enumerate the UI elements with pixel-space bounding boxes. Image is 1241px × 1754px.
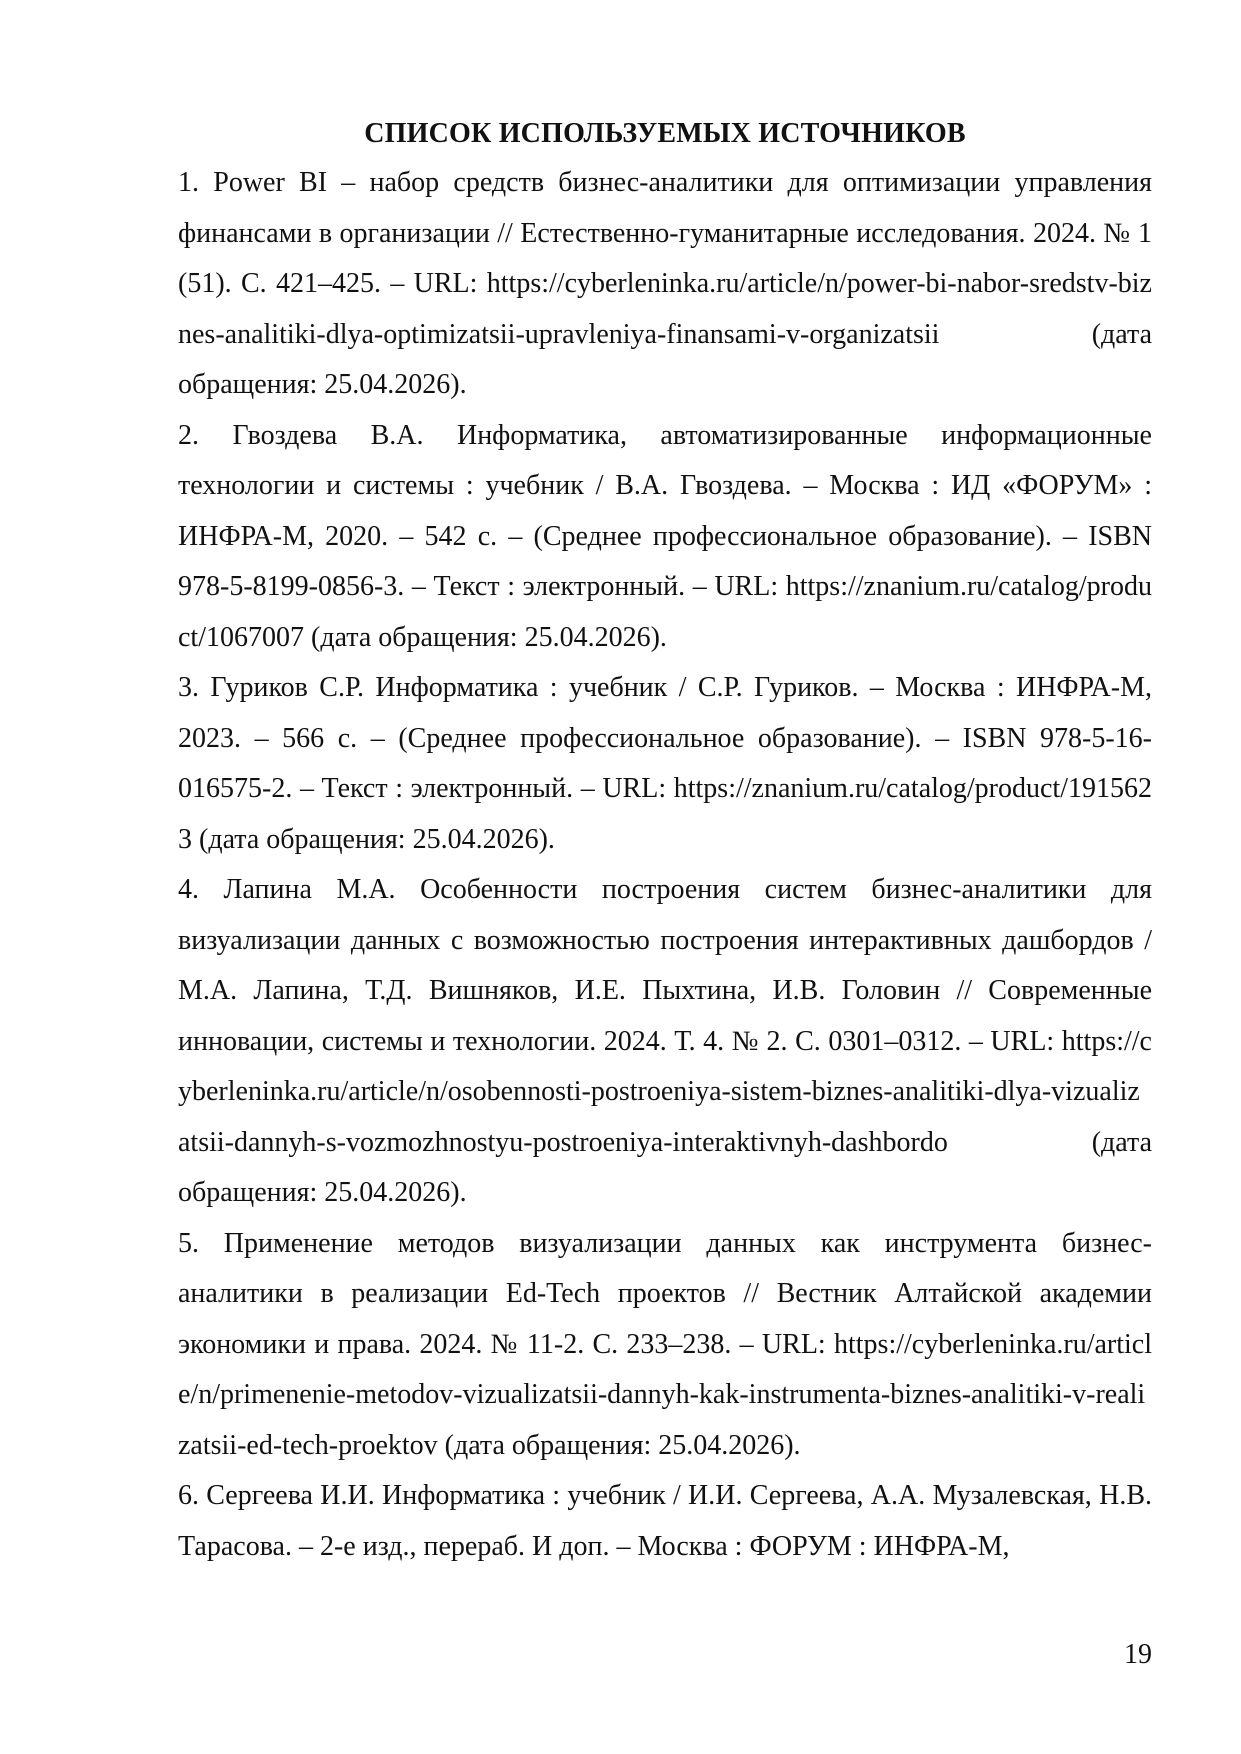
reference-text: 6. Сергеева И.И. Информатика : учебник / И.И. Сергеева, А.А. Музалевская, Н.В. Тарасова. – 2-е изд., перераб. И доп. – Москва : ФОРУМ : ИНФРА-М, [178, 1480, 1152, 1562]
reference-text: 1. Power BI – набор средств бизнес-аналитики для оптимизации управления финансами в организации // Естественно-гуманитарные исследования. 2024. № 1 (51). С. 421–425. – URL: [178, 167, 1152, 299]
reference-text: 5. Применение методов визуализации данных как инструмента бизнес-аналитики в реализации Ed-Tech проектов // Вестник Алтайской академии экономики и права. 2024. № 11-2. С. 233–238. – URL: [178, 1227, 1152, 1360]
reference-url[interactable]: https://cyberleninka.ru/article/n/osobennosti-postroeniya-sistem-biznes-analitiki-dlya-vizualizatsii-dannyh-s-vozmozhnostyu-postroeniya-interaktivnyh-dashbordo [178, 1025, 1152, 1158]
reference-item-6 [178, 1471, 1152, 1572]
page-title: СПИСОК ИСПОЛЬЗУЕМЫХ ИСТОЧНИКОВ [364, 118, 966, 149]
reference-text: 2. Гвоздева В.А. Информатика, автоматизированные информационные технологии и системы : учебник / В.А. Гвоздева. – Москва : ИД «ФОРУМ» : ИНФРА-М, 2020. – 542 с. – (Среднее профессиональное образование). – ISBN 978-5-8199-0856-3. – Текст : электронный. – URL: [178, 419, 1152, 602]
reference-item-3 [178, 663, 1152, 865]
reference-item-5 [178, 1219, 1152, 1472]
reference-text: 4. Лапина М.А. Особенности построения систем бизнес-аналитики для визуализации данных с возможностью построения интерактивных дашбордов / М.А. Лапина, Т.Д. Вишняков, И.Е. Пыхтина, И.В. Головин // Современные инновации, системы и технологии. 2024. Т. 4. № 2. С. 0301–0312. – URL: [178, 874, 1152, 1057]
reference-url[interactable]: https://cyberleninka.ru/article/n/power-bi-nabor-sredstv-biznes-analitiki-dlya-optimizatsii-upravleniya-finansami-v-organizatsii [178, 268, 1152, 350]
reference-item-4 [178, 865, 1152, 1219]
reference-text: 3. Гуриков С.Р. Информатика : учебник / С.Р. Гуриков. – Москва : ИНФРА-М, 2023. – 566 с. – (Среднее профессиональное образование). – ISBN 978-5-16-016575-2. – Текст : электронный. – URL: [178, 672, 1152, 804]
reference-item-1 [178, 158, 1152, 411]
reference-url[interactable]: https://znanium.ru/catalog/product/1067007 [178, 571, 1152, 653]
reference-access-date: (дата обращения: 25.04.2026). [178, 318, 1152, 400]
page-number: 19 [1124, 1639, 1152, 1670]
page-content [178, 114, 1152, 1572]
reference-list [178, 158, 1152, 1572]
reference-access-date: (дата обращения: 25.04.2026). [178, 1126, 1152, 1208]
reference-url[interactable]: https://cyberleninka.ru/article/n/primenenie-metodov-vizualizatsii-dannyh-kak-instrumenta-biznes-analitiki-v-realizatsii-ed-tech-proektov [178, 1328, 1152, 1461]
reference-item-2 [178, 411, 1152, 664]
reference-access-date: (дата обращения: 25.04.2026). [192, 823, 555, 855]
reference-url[interactable]: https://znanium.ru/catalog/product/1915623 [178, 773, 1152, 855]
reference-access-date: (дата обращения: 25.04.2026). [304, 621, 667, 653]
reference-access-date: (дата обращения: 25.04.2026). [437, 1429, 801, 1461]
